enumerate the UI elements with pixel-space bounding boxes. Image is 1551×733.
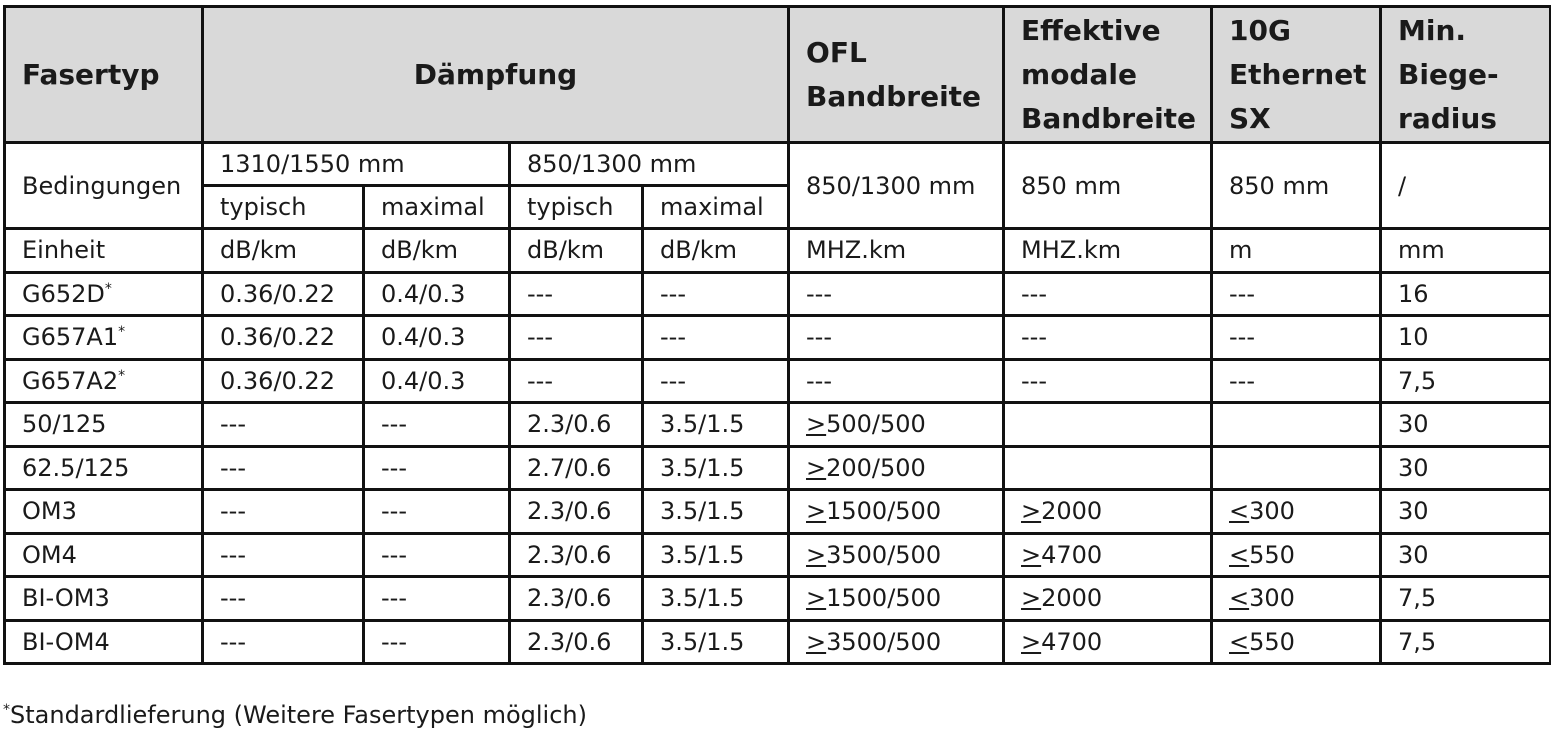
table-cell: --- bbox=[510, 316, 643, 360]
fiber-type-cell bbox=[5, 533, 203, 577]
greater-equal-sign: > bbox=[806, 453, 827, 482]
table-cell: --- bbox=[1212, 359, 1381, 403]
greater-equal-sign: > bbox=[1021, 627, 1042, 656]
header-bieg-line-3: radius bbox=[1398, 101, 1497, 135]
unit-cell: dB/km bbox=[643, 229, 789, 273]
table-cell: --- bbox=[203, 533, 364, 577]
table-cell: 0.36/0.22 bbox=[203, 359, 364, 403]
fiber-type-cell bbox=[5, 403, 203, 447]
table-cell: 30 bbox=[1381, 533, 1551, 577]
conditions-biegeradius: / bbox=[1381, 143, 1551, 229]
footnote-text: Standardlieferung (Weitere Fasertypen möglich) bbox=[10, 701, 587, 729]
fiber-type-cell bbox=[5, 272, 203, 316]
table-cell: 3.5/1.5 bbox=[643, 403, 789, 447]
header-eth-line-3: SX bbox=[1229, 101, 1271, 135]
conditions-effektive: 850 mm bbox=[1004, 143, 1212, 229]
greater-equal-sign: > bbox=[806, 584, 827, 613]
fiber-type-cell bbox=[5, 316, 203, 360]
table-cell: --- bbox=[1212, 316, 1381, 360]
table-cell: >4700 bbox=[1004, 620, 1212, 664]
table-cell: --- bbox=[364, 446, 510, 490]
table-cell: 2.3/0.6 bbox=[510, 490, 643, 534]
less-equal-sign: < bbox=[1229, 584, 1250, 613]
table-cell: --- bbox=[203, 403, 364, 447]
header-ofl-bandbreite bbox=[789, 7, 1004, 143]
table-cell: <550 bbox=[1212, 620, 1381, 664]
footnote bbox=[3, 700, 587, 730]
table-cell: >1500/500 bbox=[789, 577, 1004, 621]
greater-equal-sign: > bbox=[1021, 584, 1042, 613]
table-cell: --- bbox=[510, 272, 643, 316]
standard-delivery-mark: * bbox=[118, 324, 126, 341]
table-cell: --- bbox=[789, 272, 1004, 316]
table-cell: --- bbox=[364, 620, 510, 664]
table-cell: 7,5 bbox=[1381, 359, 1551, 403]
table-cell: --- bbox=[643, 272, 789, 316]
table-cell: --- bbox=[1212, 272, 1381, 316]
fiber-type-cell bbox=[5, 359, 203, 403]
table-cell: 3.5/1.5 bbox=[643, 490, 789, 534]
table-cell: --- bbox=[364, 533, 510, 577]
header-bieg-line-1: Min. bbox=[1398, 13, 1467, 47]
header-eff-line-2: modale bbox=[1021, 57, 1137, 91]
table-cell: >3500/500 bbox=[789, 533, 1004, 577]
header-bieg-line-2: Biege- bbox=[1398, 57, 1499, 91]
header-row bbox=[5, 7, 1551, 143]
fiber-type-cell bbox=[5, 620, 203, 664]
unit-cell: mm bbox=[1381, 229, 1551, 273]
unit-cell: dB/km bbox=[364, 229, 510, 273]
conditions-typisch-2: typisch bbox=[510, 186, 643, 229]
table-cell: <300 bbox=[1212, 490, 1381, 534]
fiber-type-name: 62.5/125 bbox=[22, 453, 130, 482]
table-cell: 0.4/0.3 bbox=[364, 359, 510, 403]
table-cell: 30 bbox=[1381, 403, 1551, 447]
fiber-spec-table-container bbox=[3, 5, 1549, 665]
table-row bbox=[5, 533, 1551, 577]
conditions-maximal-1: maximal bbox=[364, 186, 510, 229]
table-cell: --- bbox=[203, 446, 364, 490]
table-row bbox=[5, 316, 1551, 360]
table-cell: 10 bbox=[1381, 316, 1551, 360]
header-daempfung: Dämpfung bbox=[203, 7, 789, 143]
table-cell: 2.3/0.6 bbox=[510, 533, 643, 577]
header-eff-line-1: Effektive bbox=[1021, 13, 1161, 47]
table-cell: --- bbox=[1004, 272, 1212, 316]
table-cell: --- bbox=[364, 403, 510, 447]
table-cell: 2.3/0.6 bbox=[510, 620, 643, 664]
unit-cell: MHZ.km bbox=[789, 229, 1004, 273]
less-equal-sign: < bbox=[1229, 627, 1250, 656]
table-row bbox=[5, 403, 1551, 447]
greater-equal-sign: > bbox=[1021, 497, 1042, 526]
table-cell: --- bbox=[364, 490, 510, 534]
table-cell: --- bbox=[643, 316, 789, 360]
greater-equal-sign: > bbox=[806, 627, 827, 656]
table-cell: 16 bbox=[1381, 272, 1551, 316]
header-eff-line-3: Bandbreite bbox=[1021, 101, 1197, 135]
header-eth-line-2: Ethernet bbox=[1229, 57, 1367, 91]
conditions-label: Bedingungen bbox=[5, 143, 203, 229]
table-cell: 3.5/1.5 bbox=[643, 446, 789, 490]
unit-cell: MHZ.km bbox=[1004, 229, 1212, 273]
table-cell: >1500/500 bbox=[789, 490, 1004, 534]
table-cell bbox=[1212, 446, 1381, 490]
standard-delivery-mark: * bbox=[118, 367, 126, 384]
unit-cell: Einheit bbox=[5, 229, 203, 273]
table-cell: >2000 bbox=[1004, 490, 1212, 534]
table-cell bbox=[1212, 403, 1381, 447]
fiber-type-name: 50/125 bbox=[22, 410, 107, 439]
table-cell: --- bbox=[643, 359, 789, 403]
table-row bbox=[5, 446, 1551, 490]
header-ofl-line-2: Bandbreite bbox=[806, 79, 982, 113]
table-cell: >500/500 bbox=[789, 403, 1004, 447]
table-cell: 0.36/0.22 bbox=[203, 272, 364, 316]
greater-equal-sign: > bbox=[806, 540, 827, 569]
table-cell: >3500/500 bbox=[789, 620, 1004, 664]
units-row bbox=[5, 229, 1551, 273]
greater-equal-sign: > bbox=[1021, 540, 1042, 569]
table-cell: --- bbox=[1004, 316, 1212, 360]
table-cell bbox=[1004, 446, 1212, 490]
table-cell: --- bbox=[203, 620, 364, 664]
table-cell: 3.5/1.5 bbox=[643, 533, 789, 577]
table-cell: --- bbox=[364, 577, 510, 621]
table-cell: --- bbox=[789, 316, 1004, 360]
fiber-type-cell bbox=[5, 490, 203, 534]
conditions-typisch-1: typisch bbox=[203, 186, 364, 229]
table-cell: >2000 bbox=[1004, 577, 1212, 621]
table-row bbox=[5, 620, 1551, 664]
less-equal-sign: < bbox=[1229, 540, 1250, 569]
fiber-type-cell bbox=[5, 446, 203, 490]
table-cell: 30 bbox=[1381, 490, 1551, 534]
fiber-type-name: OM4 bbox=[22, 540, 77, 569]
header-biegeradius bbox=[1381, 7, 1551, 143]
unit-cell: dB/km bbox=[203, 229, 364, 273]
unit-cell: dB/km bbox=[510, 229, 643, 273]
footnote-mark: * bbox=[3, 702, 10, 718]
header-10g-ethernet bbox=[1212, 7, 1381, 143]
table-cell: --- bbox=[203, 490, 364, 534]
table-cell: 3.5/1.5 bbox=[643, 577, 789, 621]
fiber-type-name: OM3 bbox=[22, 497, 77, 526]
table-cell: 2.7/0.6 bbox=[510, 446, 643, 490]
conditions-maximal-2: maximal bbox=[643, 186, 789, 229]
fiber-type-cell bbox=[5, 577, 203, 621]
table-cell: --- bbox=[510, 359, 643, 403]
fiber-type-name: G657A1 bbox=[22, 323, 119, 352]
table-cell: 2.3/0.6 bbox=[510, 577, 643, 621]
table-row bbox=[5, 272, 1551, 316]
table-cell: 7,5 bbox=[1381, 620, 1551, 664]
conditions-ofl: 850/1300 mm bbox=[789, 143, 1004, 229]
fiber-type-name: BI-OM4 bbox=[22, 627, 110, 656]
table-row bbox=[5, 359, 1551, 403]
table-cell: 0.36/0.22 bbox=[203, 316, 364, 360]
fiber-spec-table bbox=[3, 5, 1551, 665]
greater-equal-sign: > bbox=[806, 497, 827, 526]
conditions-wavelength-850: 850/1300 mm bbox=[510, 143, 789, 186]
table-cell: 0.4/0.3 bbox=[364, 272, 510, 316]
table-cell: >200/500 bbox=[789, 446, 1004, 490]
table-cell: 2.3/0.6 bbox=[510, 403, 643, 447]
table-cell: 3.5/1.5 bbox=[643, 620, 789, 664]
conditions-row bbox=[5, 143, 1551, 186]
less-equal-sign: < bbox=[1229, 497, 1250, 526]
table-cell: <300 bbox=[1212, 577, 1381, 621]
header-ofl-line-1: OFL bbox=[806, 35, 867, 69]
table-cell: 7,5 bbox=[1381, 577, 1551, 621]
fiber-type-name: G652D bbox=[22, 279, 105, 308]
conditions-ethernet: 850 mm bbox=[1212, 143, 1381, 229]
header-effektive-bandbreite bbox=[1004, 7, 1212, 143]
table-cell: --- bbox=[789, 359, 1004, 403]
header-fasertyp: Fasertyp bbox=[5, 7, 203, 143]
fiber-type-name: BI-OM3 bbox=[22, 584, 110, 613]
table-cell: >4700 bbox=[1004, 533, 1212, 577]
table-cell: --- bbox=[203, 577, 364, 621]
table-cell: <550 bbox=[1212, 533, 1381, 577]
table-row bbox=[5, 490, 1551, 534]
table-row bbox=[5, 577, 1551, 621]
table-cell: 30 bbox=[1381, 446, 1551, 490]
table-cell: 0.4/0.3 bbox=[364, 316, 510, 360]
conditions-wavelength-1310: 1310/1550 mm bbox=[203, 143, 510, 186]
unit-cell: m bbox=[1212, 229, 1381, 273]
header-eth-line-1: 10G bbox=[1229, 13, 1291, 47]
table-cell bbox=[1004, 403, 1212, 447]
greater-equal-sign: > bbox=[806, 410, 827, 439]
fiber-type-name: G657A2 bbox=[22, 366, 119, 395]
table-cell: --- bbox=[1004, 359, 1212, 403]
standard-delivery-mark: * bbox=[104, 280, 112, 297]
